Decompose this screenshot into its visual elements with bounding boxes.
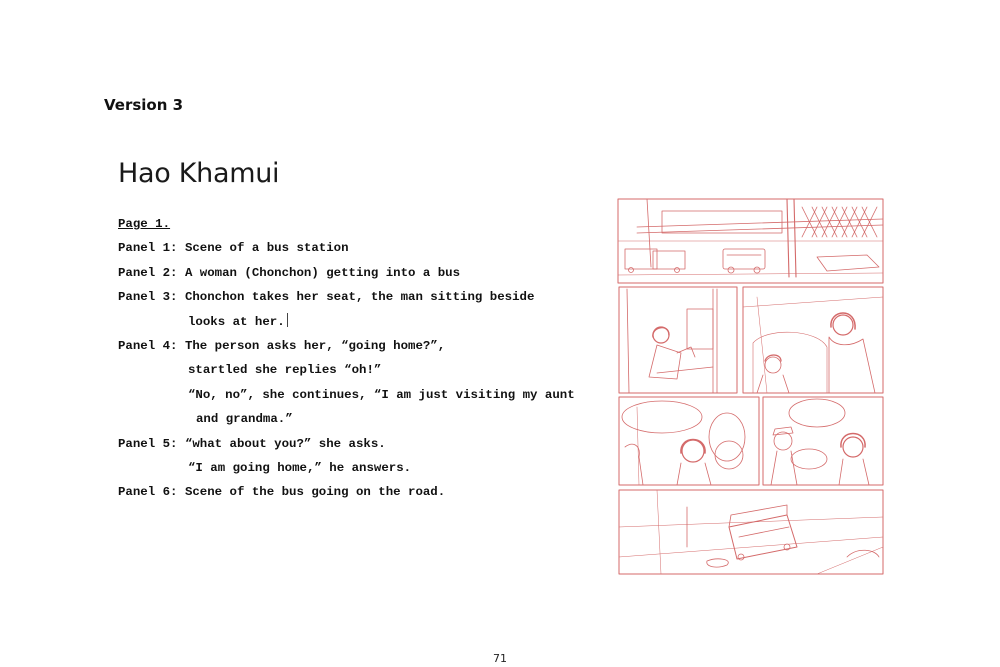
- script-text: [118, 212, 575, 505]
- page-heading: Page 1.: [118, 217, 171, 231]
- panel-text: Scene of a bus station: [184, 241, 349, 256]
- panel-text: A woman (Chonchon) getting into a bus: [184, 265, 461, 280]
- storyboard-panel-5: [763, 397, 883, 485]
- script-line: [118, 456, 575, 480]
- panel-label: Panel 2:: [118, 265, 178, 280]
- storyboard-panel-6: [619, 490, 883, 574]
- text-cursor: [287, 313, 288, 327]
- panel-text: startled she replies “oh!”: [188, 363, 382, 378]
- script-line: [118, 310, 575, 334]
- panel-text: and grandma.”: [196, 412, 293, 427]
- script-line: [118, 285, 575, 309]
- panel-text: looks at her.: [188, 314, 285, 329]
- storyboard-panel-3: [743, 287, 883, 393]
- document-title: Hao Khamui: [118, 158, 280, 189]
- panel-label: Panel 1:: [118, 241, 178, 256]
- script-line: [118, 383, 575, 407]
- page-number: 71: [493, 652, 507, 665]
- panel-text: “what about you?” she asks.: [184, 436, 386, 451]
- panel-label: Panel 5:: [118, 436, 178, 451]
- version-label: Version 3: [104, 96, 184, 114]
- panel-text: The person asks her, “going home?”,: [184, 338, 446, 353]
- panel-label: Panel 6:: [118, 485, 178, 500]
- panel-label: Panel 4:: [118, 338, 178, 353]
- storyboard-sketch: [617, 197, 884, 577]
- script-line: [118, 236, 575, 260]
- panel-text: Chonchon takes her seat, the man sitting beside: [184, 290, 535, 305]
- script-line: [118, 480, 575, 504]
- storyboard-panel-2: [619, 287, 737, 393]
- script-line: [118, 432, 575, 456]
- panel-label: Panel 3:: [118, 290, 178, 305]
- script-line: [118, 358, 575, 382]
- storyboard-panel-1: [618, 199, 883, 283]
- script-line: [118, 261, 575, 285]
- script-line: [118, 407, 575, 431]
- panel-text: Scene of the bus going on the road.: [184, 485, 446, 500]
- panel-text: “No, no”, she continues, “I am just visiting my aunt: [188, 387, 575, 402]
- panel-text: “I am going home,” he answers.: [188, 460, 412, 475]
- storyboard-panel-4: [619, 397, 759, 485]
- script-line: [118, 334, 575, 358]
